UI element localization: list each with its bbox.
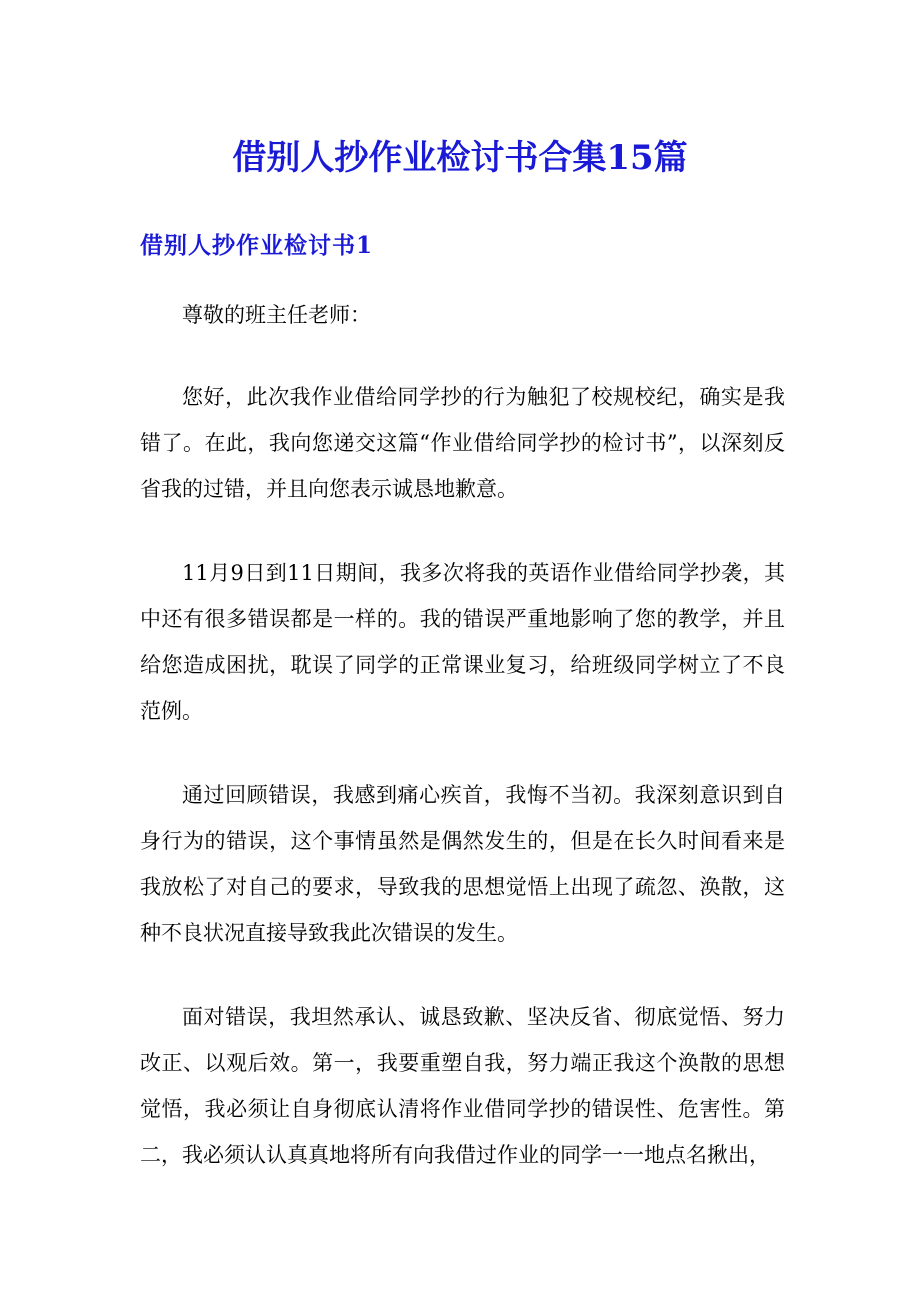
document-title: 借别人抄作业检讨书合集15篇: [232, 138, 688, 178]
greeting-paragraph: 尊敬的班主任老师：: [182, 303, 371, 327]
body-paragraph-4: 面对错误，我坦然承认、诚恳致歉、坚决反省、彻底觉悟、努力改正、以观后效。第一，我要重塑自我，努力端正我这个涣散的思想觉悟，我必须让自身彻底认清将作业借同学抄的错误性、危害性。第二，我必须认认真真地将所有向我借过作业的同学一一地点名揪出，: [140, 1005, 785, 1167]
document-body: [140, 292, 785, 1216]
body-paragraph-3: 通过回顾错误，我感到痛心疾首，我悔不当初。我深刻意识到自身行为的错误，这个事情虽然是偶然发生的，但是在长久时间看来是我放松了对自己的要求，导致我的思想觉悟上出现了疏忽、涣散，这种不良状况直接导致我此次错误的发生。: [140, 783, 785, 945]
body-paragraph-2: 11月9日到11日期间，我多次将我的英语作业借给同学抄袭，其中还有很多错误都是一样的。我的错误严重地影响了您的教学，并且给您造成困扰，耽误了同学的正常课业复习，给班级同学树立了不良范例。: [140, 561, 785, 723]
body-paragraph-1: 您好，此次我作业借给同学抄的行为触犯了校规校纪，确实是我错了。在此，我向您递交这篇“作业借给同学抄的检讨书”，以深刻反省我的过错，并且向您表示诚恳地歉意。: [140, 385, 785, 501]
section-heading: 借别人抄作业检讨书1: [140, 232, 374, 259]
